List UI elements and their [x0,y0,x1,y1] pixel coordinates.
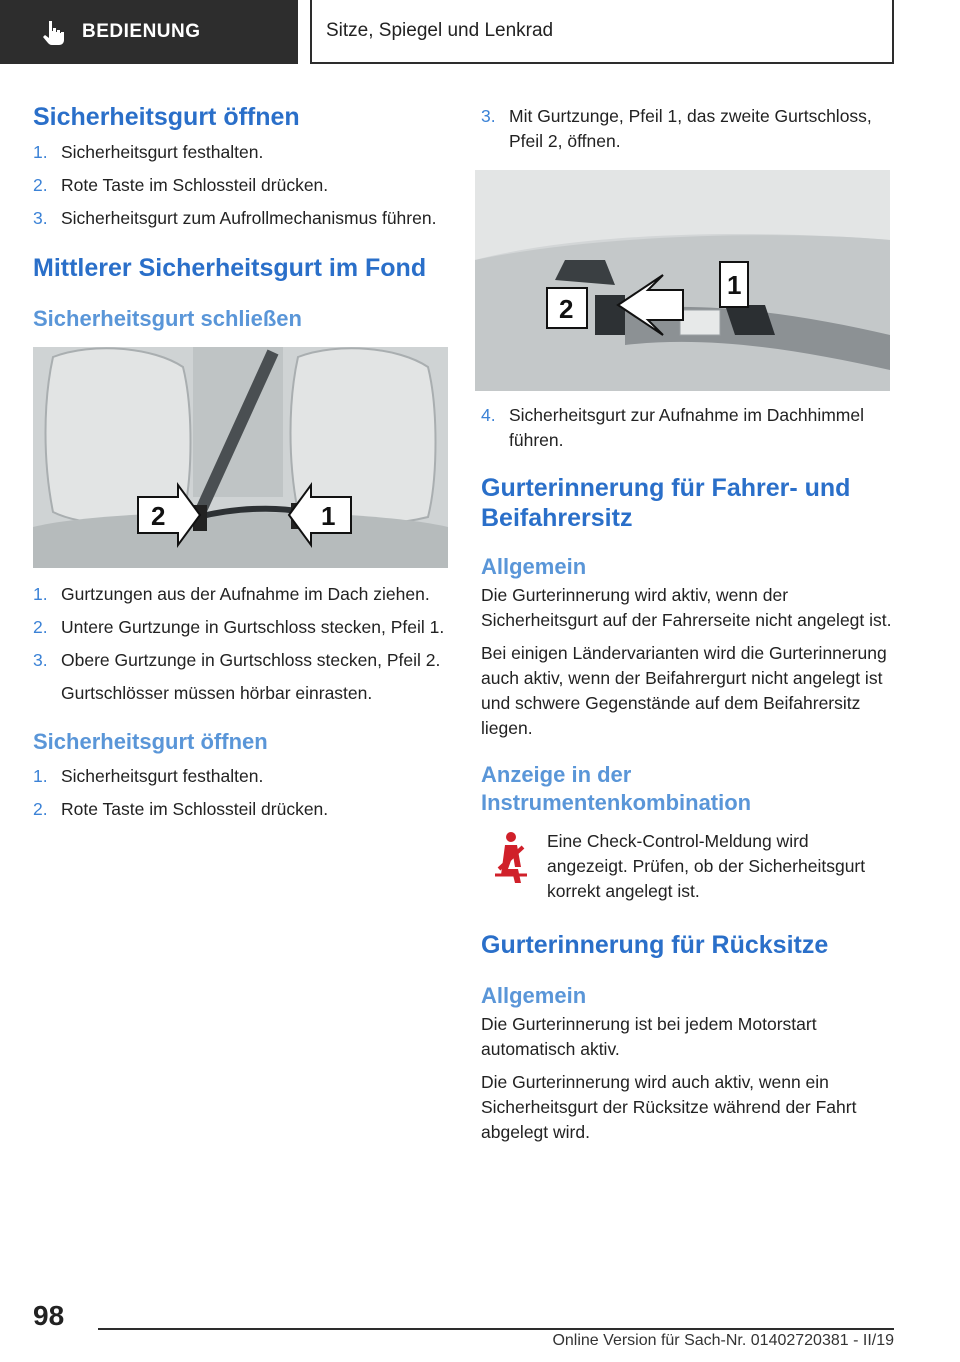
open-steps-final [481,403,893,453]
step-number: 1. [33,142,48,162]
heading-reminder-front: Gurterinnerung für Fahrer- und Beifahrersitz [481,474,851,532]
rear-seat-belt-image [33,347,448,568]
heading-reminder-rear: Gurterinnerung für Rücksitze [481,931,829,959]
footer-text: Online Version für Sach-Nr. 01402720381 - II/19 [552,1332,894,1349]
step-number: 2. [33,799,48,819]
arrow-label-1: 1 [321,501,336,531]
general-2-paragraph-2: Die Gurterinnerung wird auch aktiv, wenn ein Sicherheitsgurt der Rücksitze während der Fahrt abgelegt wird. [481,1072,857,1142]
footer-divider [98,1328,894,1330]
heading-open-2: Sicherheitsgurt öffnen [33,729,268,754]
close-steps [33,582,448,673]
list-item: 3. Mit Gurtzunge, Pfeil 1, das zweite Gurtschloss, Pfeil 2, öffnen. [481,106,872,151]
arrow-label-1: 1 [727,270,742,300]
list-item: 1. Gurtzungen aus der Aufnahme im Dach ziehen. [33,582,448,607]
belt-buckle-image [475,170,890,391]
heading-display: Anzeige in der Instrumentenkombination [481,762,752,815]
list-item: 1. Sicherheitsgurt festhalten. [33,140,448,165]
open-steps-continued [481,104,893,154]
heading-middle-belt: Mittlerer Sicherheitsgurt im Fond [33,254,427,282]
general-1-paragraph-2: Bei einigen Ländervarianten wird die Gurterinnerung auch aktiv, wenn der Beifahrergurt nicht angelegt ist und schwere Gegenstände auf dem Beifahrersitz liegen. [481,643,887,738]
page-number: 98 [33,1300,65,1331]
right-column [481,104,893,1145]
seatbelt-warning-row [481,829,893,904]
general-1-paragraph-1: Die Gurterinnerung wird aktiv, wenn der Sicherheitsgurt auf der Fahrerseite nicht angelegt ist. [481,585,892,630]
chapter-title: BEDIENUNG [82,21,201,42]
list-item: 4. Sicherheitsgurt zur Aufnahme im Dachhimmel führen. [481,405,865,450]
step-number: 3. [33,650,48,670]
section-title: Sitze, Spiegel und Lenkrad [310,0,894,64]
heading-close: Sicherheitsgurt schließen [33,306,302,331]
left-column [33,98,448,822]
step-number: 3. [481,106,496,126]
open-steps-1 [33,140,448,231]
hand-pointer-icon [40,19,66,45]
step-number: 2. [33,175,48,195]
close-note: Gurtschlösser müssen hörbar einrasten. [61,683,373,703]
heading-general-2: Allgemein [481,983,587,1008]
general-2-paragraph-1: Die Gurterinnerung ist bei jedem Motorstart automatisch aktiv. [481,1014,817,1059]
step-number: 4. [481,405,496,425]
list-item: 2. Untere Gurtzunge in Gurtschloss stecken, Pfeil 1. [33,615,448,640]
step-number: 1. [33,584,48,604]
chapter-tab[interactable] [0,0,298,64]
display-text: Eine Check-Control-Meldung wird angezeigt. Prüfen, ob der Sicherheitsgurt korrekt angelegt ist. [547,831,866,901]
arrow-label-2: 2 [151,501,166,531]
heading-open-1: Sicherheitsgurt öffnen [33,103,300,131]
list-item: 3. Sicherheitsgurt zum Aufrollmechanismus führen. [33,206,448,231]
step-number: 1. [33,766,48,786]
list-item: 2. Rote Taste im Schlossteil drücken. [33,797,448,822]
open-steps-2 [33,764,448,822]
seatbelt-warning-icon [481,829,541,889]
list-item: 3. Obere Gurtzunge in Gurtschloss stecken, Pfeil 2. [33,648,448,673]
page-header [0,0,960,66]
arrow-label-2: 2 [559,294,574,324]
list-item: 2. Rote Taste im Schlossteil drücken. [33,173,448,198]
list-item: 1. Sicherheitsgurt festhalten. [33,764,448,789]
step-number: 2. [33,617,48,637]
heading-general-1: Allgemein [481,554,587,579]
step-number: 3. [33,208,48,228]
